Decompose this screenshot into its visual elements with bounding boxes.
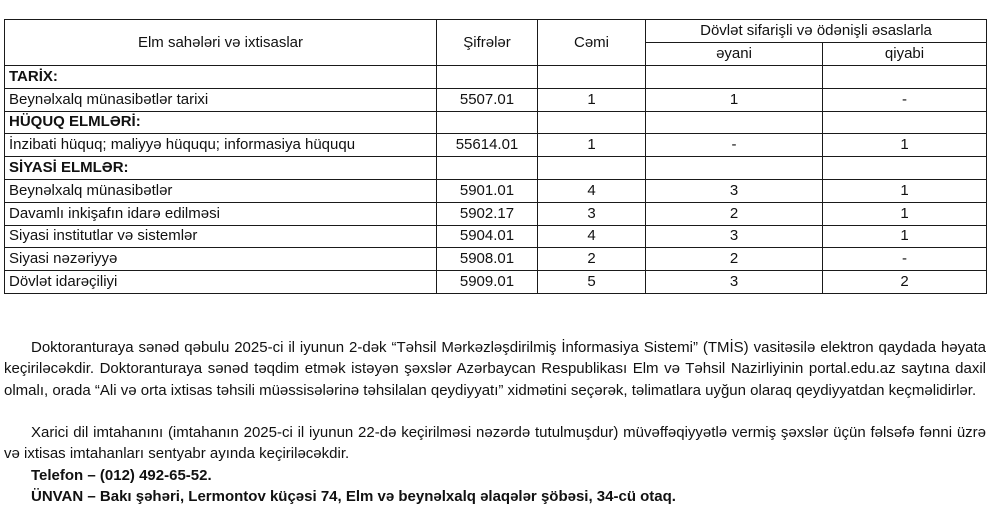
cell-fulltime: 3 (646, 225, 823, 248)
table-row (5, 225, 987, 248)
paragraph-submission (4, 337, 986, 401)
cell-total: 2 (538, 248, 646, 271)
empty-cell (437, 111, 538, 134)
cell-code: 5901.01 (437, 179, 538, 202)
cell-fulltime: 3 (646, 271, 823, 294)
paragraph-exams (4, 422, 986, 465)
paragraph-submission-text: Doktoranturaya sənəd qəbulu 2025-ci il iyunun 2-dək “Təhsil Mərkəzləşdirilmiş İnformasiya Sistemi” (TMİS) vasitəsilə elektron qaydada həyata keçiriləcəkdir. Doktoranturaya sənəd təqdim etmək istəyən şəxslər Azərbaycan Respublikası Elm və Təhsil Nazirliyinin portal.edu.az saytına daxil olmalı, orada “Ali və orta ixtisas təhsili müəssisələrinə təhsilalan qeydiyyatı” xidmətini seçərək, təlimatlara uyğun olaraq qeydiyyatdan keçməlidirlər. (4, 339, 986, 399)
cell-total: 5 (538, 271, 646, 294)
paragraph-exams-text: Xarici dil imtahanını (imtahanın 2025-ci il iyunun 22-də keçirilməsi nəzərdə tutulmuşdur) müvəffəqiyyətlə vermiş şəxslər üçün fəlsəfə fənni üzrə və ixtisas imtahanları sentyabr ayında keçiriləcəkdir. (4, 424, 986, 463)
cell-specialty: Beynəlxalq münasibətlər tarixi (5, 88, 437, 111)
table-row (5, 134, 987, 157)
cell-parttime: 1 (823, 134, 987, 157)
cell-code: 5507.01 (437, 88, 538, 111)
empty-cell (538, 157, 646, 180)
header-total: Cəmi (538, 20, 646, 66)
cell-parttime: - (823, 88, 987, 111)
empty-cell (646, 157, 823, 180)
header-code: Şifrələr (437, 20, 538, 66)
cell-total: 4 (538, 225, 646, 248)
section-title: HÜQUQ ELMLƏRİ: (5, 111, 437, 134)
header-field: Elm sahələri və ixtisaslar (5, 20, 437, 66)
cell-parttime: 1 (823, 202, 987, 225)
cell-fulltime: 2 (646, 248, 823, 271)
contact-address: ÜNVAN – Bakı şəhəri, Lermontov küçəsi 74, Elm və beynəlxalq əlaqələr şöbəsi, 34-cü otaq. (31, 488, 676, 505)
cell-fulltime: 1 (646, 88, 823, 111)
cell-code: 5904.01 (437, 225, 538, 248)
table-row (5, 202, 987, 225)
cell-specialty: Davamlı inkişafın idarə edilməsi (5, 202, 437, 225)
admissions-table (4, 19, 987, 294)
cell-specialty: Beynəlxalq münasibətlər (5, 179, 437, 202)
cell-fulltime: 3 (646, 179, 823, 202)
empty-cell (823, 66, 987, 89)
empty-cell (437, 66, 538, 89)
cell-code: 5909.01 (437, 271, 538, 294)
cell-code: 5902.17 (437, 202, 538, 225)
section-row (5, 111, 987, 134)
cell-specialty: Dövlət idarəçiliyi (5, 271, 437, 294)
header-funding: Dövlət sifarişli və ödənişli əsaslarla (646, 20, 987, 43)
table-row (5, 88, 987, 111)
cell-total: 1 (538, 134, 646, 157)
contact-phone: Telefon – (012) 492-65-52. (31, 467, 212, 484)
cell-code: 55614.01 (437, 134, 538, 157)
cell-parttime: 1 (823, 179, 987, 202)
empty-cell (646, 111, 823, 134)
cell-fulltime: - (646, 134, 823, 157)
empty-cell (823, 157, 987, 180)
table-row (5, 271, 987, 294)
section-row (5, 66, 987, 89)
empty-cell (538, 111, 646, 134)
section-title: SİYASİ ELMLƏR: (5, 157, 437, 180)
empty-cell (437, 157, 538, 180)
cell-specialty: Siyasi institutlar və sistemlər (5, 225, 437, 248)
empty-cell (538, 66, 646, 89)
cell-total: 3 (538, 202, 646, 225)
empty-cell (646, 66, 823, 89)
cell-total: 4 (538, 179, 646, 202)
cell-total: 1 (538, 88, 646, 111)
header-fulltime: əyani (646, 43, 823, 66)
cell-code: 5908.01 (437, 248, 538, 271)
cell-parttime: 1 (823, 225, 987, 248)
empty-cell (823, 111, 987, 134)
cell-specialty: İnzibati hüquq; maliyyə hüququ; informasiya hüququ (5, 134, 437, 157)
header-parttime: qiyabi (823, 43, 987, 66)
table-row (5, 179, 987, 202)
cell-parttime: 2 (823, 271, 987, 294)
cell-parttime: - (823, 248, 987, 271)
cell-fulltime: 2 (646, 202, 823, 225)
cell-specialty: Siyasi nəzəriyyə (5, 248, 437, 271)
table-row (5, 248, 987, 271)
section-title: TARİX: (5, 66, 437, 89)
header-row (5, 20, 987, 43)
section-row (5, 157, 987, 180)
